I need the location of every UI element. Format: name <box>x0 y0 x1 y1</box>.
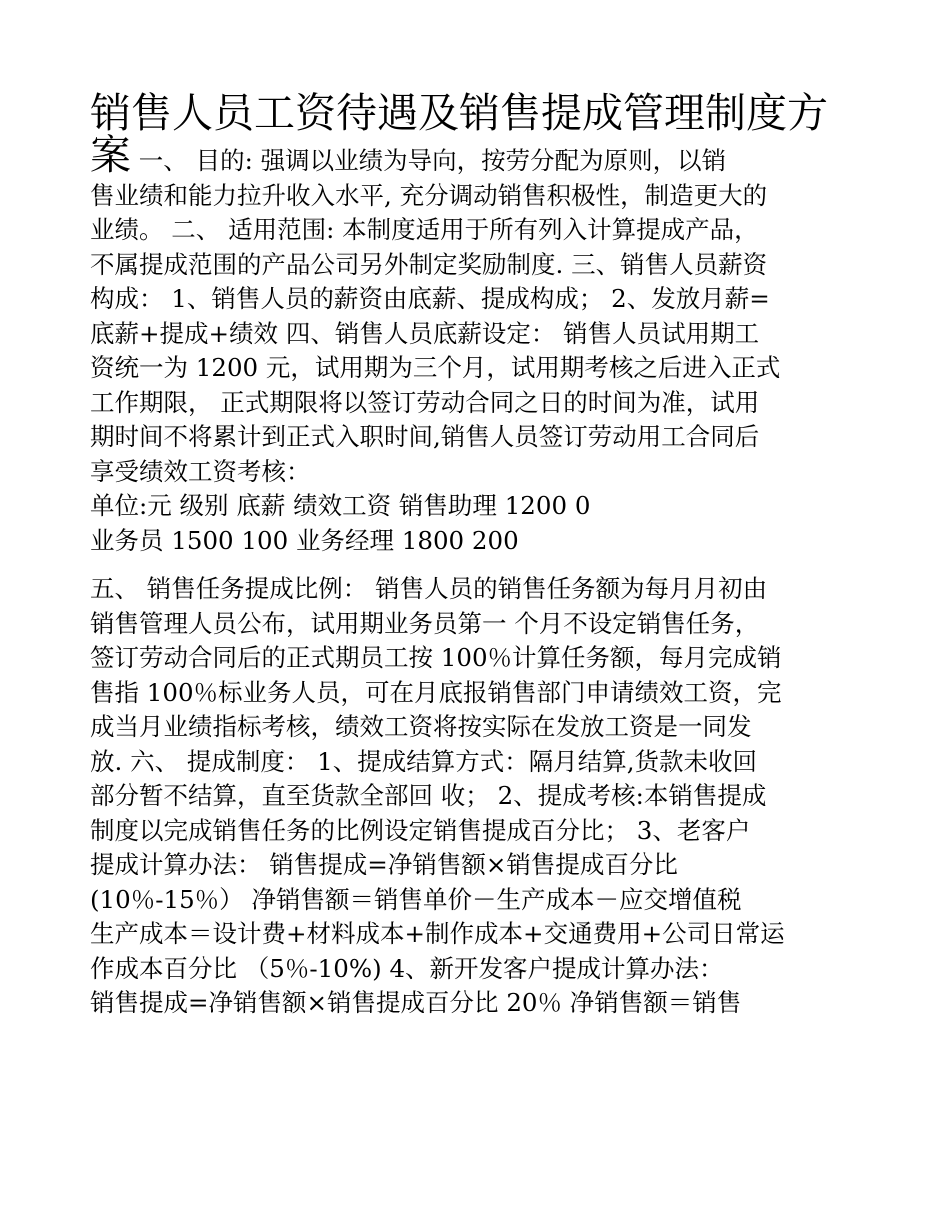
body-line: 成当月业绩指标考核，绩效工资将按实际在发放工资是一同发 <box>90 712 752 741</box>
body-line: 售业绩和能力拉升收入水平, 充分调动销售积极性，制造更大的 <box>90 180 768 210</box>
body-line: 生产成本＝设计费+材料成本+制作成本+交通费用+公司日常运 <box>90 919 785 948</box>
section-one-purpose: 一、 目的: 强调以业绩为导向，按劳分配为原则，以销 <box>131 146 727 175</box>
body-line: 部分暂不结算，直至货款全部回 收； 2、提成考核:本销售提成 <box>90 781 767 810</box>
body-line: 签订劳动合同后的正式期员工按 100％计算任务额，每月完成销 <box>90 643 782 672</box>
document-title: 销售人员工资待遇及销售提成管理制度方 <box>90 89 828 137</box>
body-line: 五、 销售任务提成比例： 销售人员的销售任务额为每月月初由 <box>90 574 768 603</box>
document-title-end: 案 <box>90 131 131 179</box>
body-line: 期时间不将累计到正式入职时间,销售人员签订劳动用工合同后 <box>90 422 760 451</box>
body-line: 提成计算办法： 销售提成=净销售额×销售提成百分比 <box>90 850 678 879</box>
title-continuation-line <box>90 131 870 179</box>
body-line: 享受绩效工资考核： <box>90 456 311 486</box>
body-line: 构成： 1、销售人员的薪资由底薪、提成构成； 2、发放月薪= <box>90 284 770 313</box>
salary-table-row: 业务员 1500 100 业务经理 1800 200 <box>90 525 519 555</box>
body-line: 资统一为 1200 元，试用期为三个月，试用期考核之后进入正式 <box>90 353 781 382</box>
body-line: (10％-15％） 净销售额＝销售单价－生产成本－应交增值税 <box>90 884 742 914</box>
body-line: 售指 100％标业务人员，可在月底报销售部门申请绩效工资，完 <box>90 677 782 707</box>
body-line: 销售管理人员公布，试用期业务员第一 个月不设定销售任务， <box>90 608 760 638</box>
body-line: 销售提成=净销售额×销售提成百分比 20％ 净销售额＝销售 <box>90 988 742 1017</box>
body-line: 放. 六、 提成制度： 1、提成结算方式：隔月结算,货款未收回 <box>90 746 758 776</box>
body-line: 业绩。 二、 适用范围: 本制度适用于所有列入计算提成产品， <box>90 215 759 244</box>
body-line: 作成本百分比 （5％-10%) 4、新开发客户提成计算办法： <box>90 953 724 983</box>
document-page <box>90 84 870 1021</box>
document-body <box>90 84 870 1021</box>
paragraph-gap <box>90 558 870 572</box>
body-line: 底薪+提成+绩效 四、销售人员底薪设定： 销售人员试用期工 <box>90 318 760 348</box>
body-line: 制度以完成销售任务的比例设定销售提成百分比； 3、老客户 <box>90 815 751 845</box>
salary-table-row: 单位:元 级别 底薪 绩效工资 销售助理 1200 0 <box>90 491 591 520</box>
body-line: 工作期限， 正式期限将以签订劳动合同之日的时间为准，试用 <box>90 387 760 417</box>
body-line: 不属提成范围的产品公司另外制定奖励制度. 三、销售人员薪资 <box>90 249 768 279</box>
